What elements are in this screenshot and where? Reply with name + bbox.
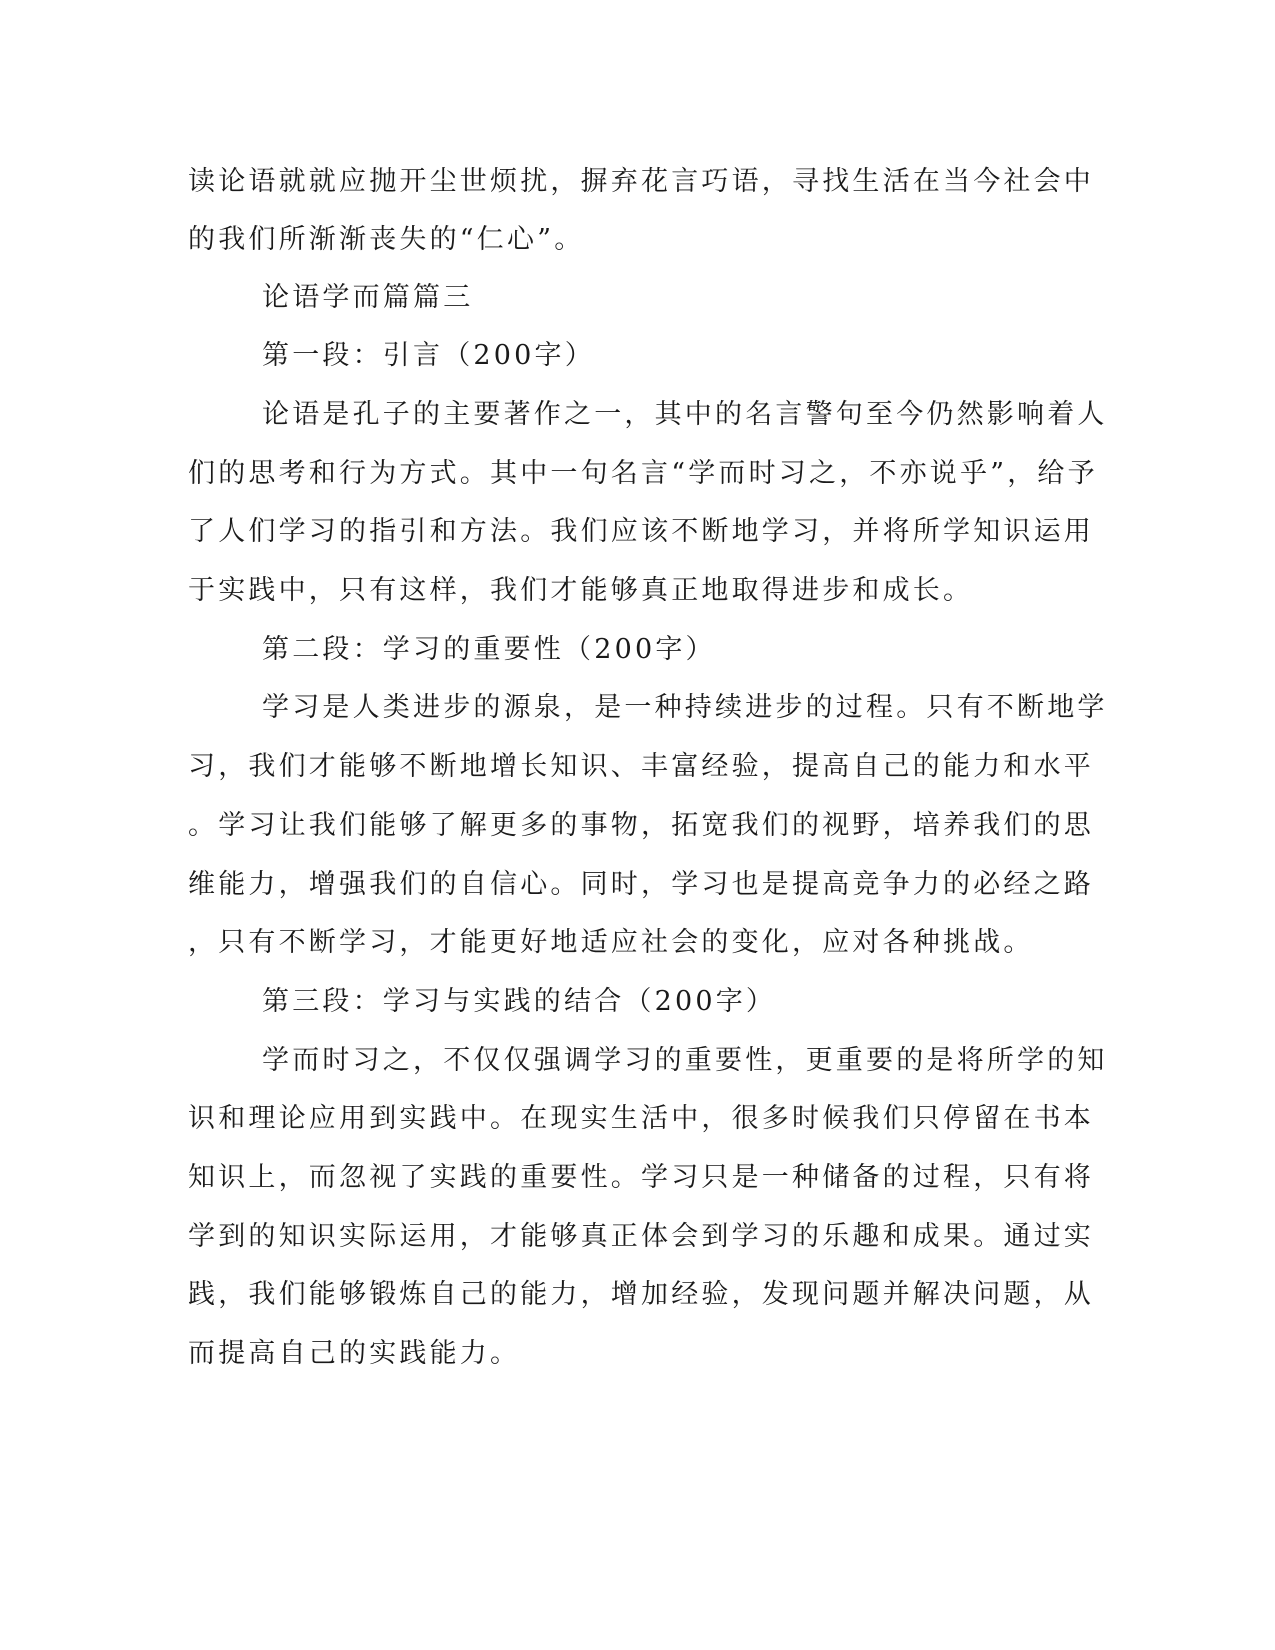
paragraph-heading: 第二段：学习的重要性（200字） [262,634,716,665]
paragraph-heading: 第一段：引言（200字） [262,340,595,371]
body-text-line: 习，我们才能够不断地增长知识、丰富经验，提高自己的能力和水平 [188,751,1094,782]
paragraph-heading: 第三段：学习与实践的结合（200字） [262,986,777,1017]
body-text-line: 论语是孔子的主要著作之一，其中的名言警句至今仍然影响着人 [262,399,1108,430]
body-text-line: 于实践中，只有这样，我们才能够真正地取得进步和成长。 [188,575,974,606]
body-text-line: 。学习让我们能够了解更多的事物，拓宽我们的视野，培养我们的思 [188,810,1094,841]
body-text-line: 的我们所渐渐丧失的“仁心”。 [188,224,585,255]
body-text-line: 识和理论应用到实践中。在现实生活中，很多时候我们只停留在书本 [188,1103,1094,1134]
body-text-line: 学到的知识实际运用，才能够真正体会到学习的乐趣和成果。通过实 [188,1221,1094,1252]
body-text-line: 们的思考和行为方式。其中一句名言“学而时习之，不亦说乎”，给予 [188,458,1098,489]
body-text-line: 而提高自己的实践能力。 [188,1338,521,1369]
body-text-line: 读论语就就应抛开尘世烦扰，摒弃花言巧语，寻找生活在当今社会中 [188,166,1094,197]
body-text-line: 践，我们能够锻炼自己的能力，增加经验，发现问题并解决问题，从 [188,1279,1094,1310]
body-text-line: 了人们学习的指引和方法。我们应该不断地学习，并将所学知识运用 [188,516,1094,547]
section-title: 论语学而篇篇三 [262,282,474,313]
body-text-line: 学习是人类进步的源泉，是一种持续进步的过程。只有不断地学 [262,692,1108,723]
body-text-line: 知识上，而忽视了实践的重要性。学习只是一种储备的过程，只有将 [188,1162,1094,1193]
body-text-line: 学而时习之，不仅仅强调学习的重要性，更重要的是将所学的知 [262,1045,1108,1076]
body-text-line: 维能力，增强我们的自信心。同时，学习也是提高竞争力的必经之路 [188,869,1094,900]
body-text-line: ，只有不断学习，才能更好地适应社会的变化，应对各种挑战。 [188,927,1034,958]
